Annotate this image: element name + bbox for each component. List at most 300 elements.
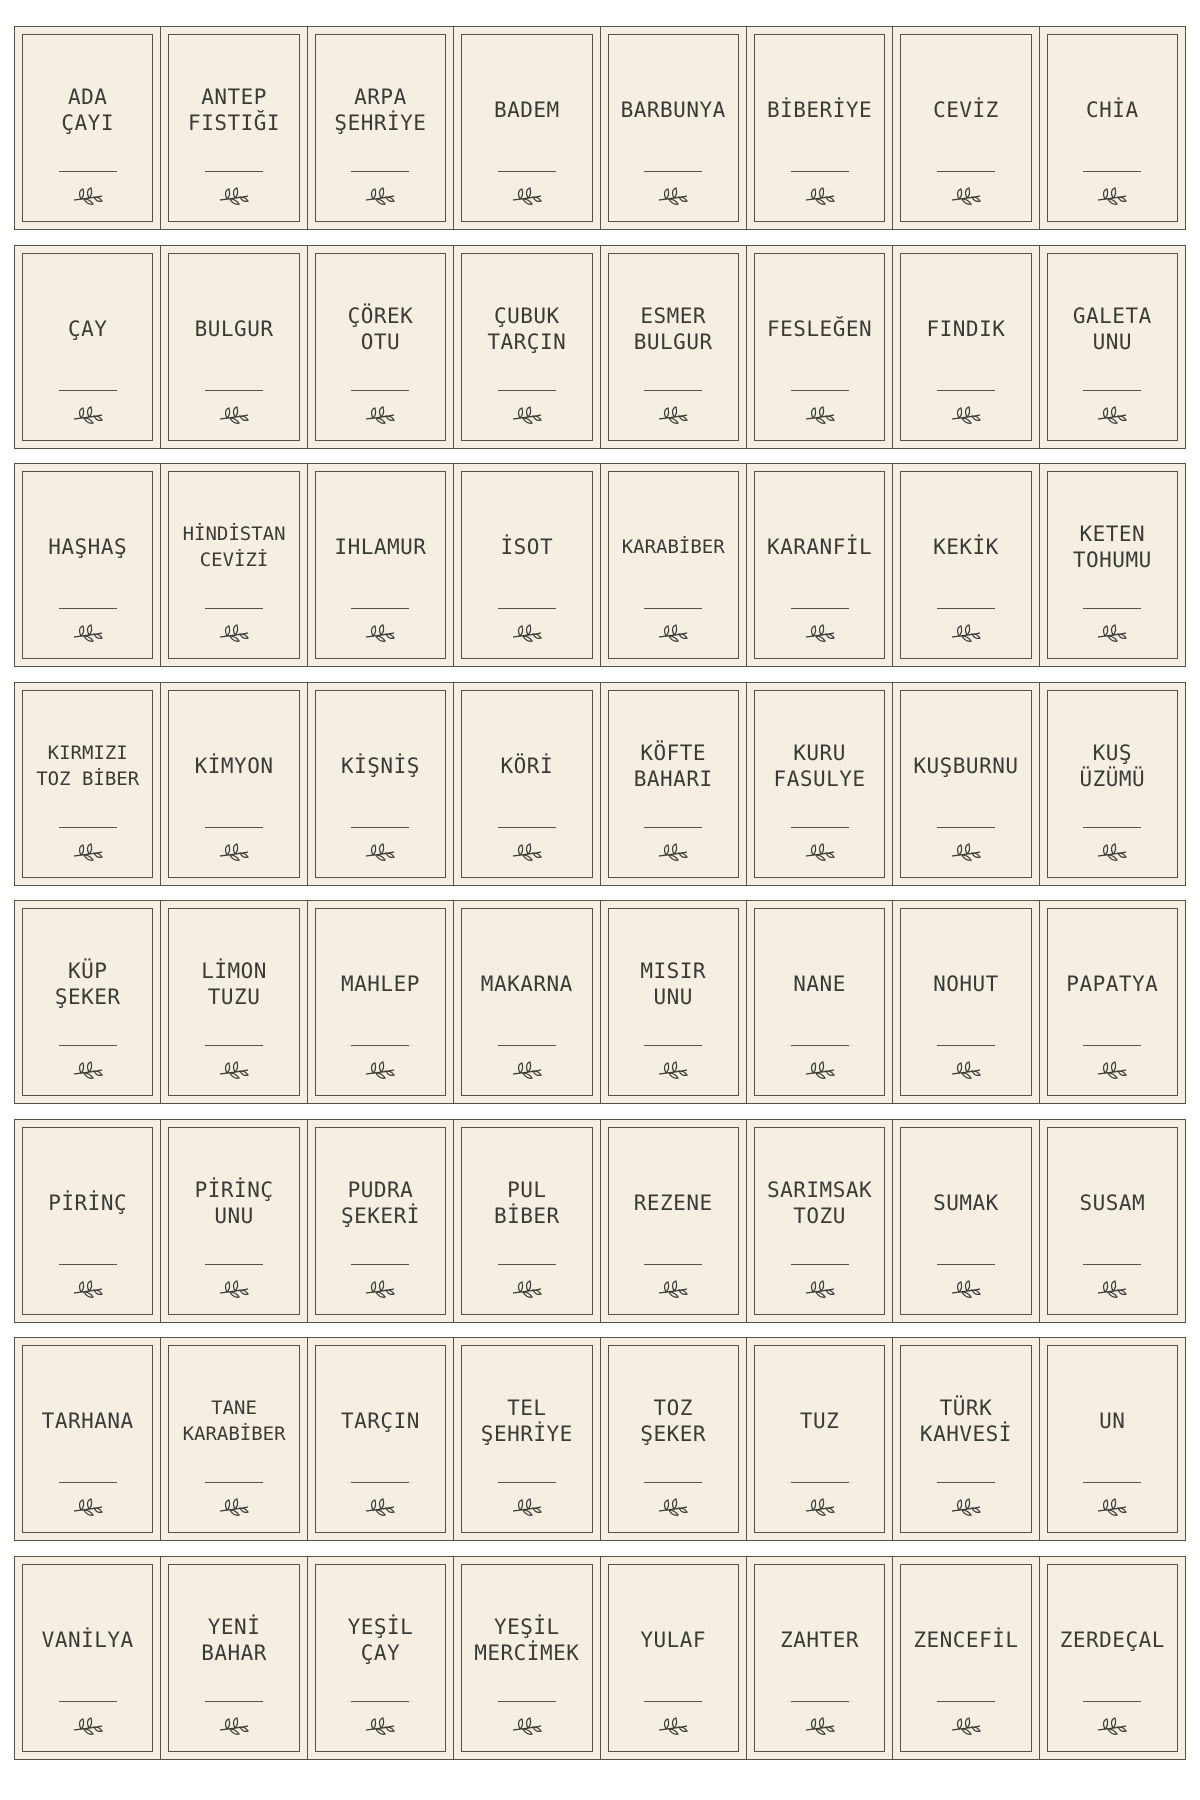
label-text: TANE KARABİBER xyxy=(182,1397,286,1445)
label-text: PUL BİBER xyxy=(493,1177,560,1228)
leaf-sprig-icon xyxy=(364,1498,396,1518)
label-underline xyxy=(937,1264,995,1265)
label-text: UN xyxy=(1099,1409,1126,1433)
label-frame xyxy=(608,908,739,1096)
spice-label xyxy=(454,1557,600,1759)
label-underline xyxy=(351,1482,409,1483)
leaf-sprig-icon xyxy=(950,1061,982,1081)
spice-label xyxy=(308,1120,454,1322)
label-underline xyxy=(205,390,263,391)
spice-label xyxy=(747,1557,893,1759)
label-underline xyxy=(205,1701,263,1702)
label-underline xyxy=(644,171,702,172)
leaf-sprig-icon xyxy=(950,624,982,644)
leaf-sprig-icon xyxy=(364,624,396,644)
label-frame xyxy=(754,1127,885,1315)
label-frame xyxy=(1047,253,1178,441)
label-frame xyxy=(315,908,446,1096)
label-underline xyxy=(351,827,409,828)
label-underline xyxy=(791,390,849,391)
label-text: ZERDEÇAL xyxy=(1059,1627,1165,1652)
spice-label xyxy=(308,1557,454,1759)
leaf-sprig-icon xyxy=(511,1280,543,1300)
label-text: REZENE xyxy=(633,1190,713,1215)
label-text: SUMAK xyxy=(933,1190,999,1215)
label-underline xyxy=(498,1482,556,1483)
label-text: HAŞHAŞ xyxy=(48,535,128,559)
label-underline xyxy=(791,1701,849,1702)
label-underline xyxy=(205,1482,263,1483)
label-text: PİRİNÇ UNU xyxy=(194,1177,274,1228)
spice-label xyxy=(161,683,307,885)
leaf-sprig-icon xyxy=(950,1498,982,1518)
label-text: ZENCEFİL xyxy=(913,1627,1019,1652)
label-frame xyxy=(900,1564,1031,1752)
label-frame xyxy=(754,34,885,222)
leaf-sprig-icon xyxy=(657,1061,689,1081)
label-frame xyxy=(900,1127,1031,1315)
label-text: BARBUNYA xyxy=(620,98,726,122)
label-text: KÖFTE BAHARI xyxy=(633,740,713,791)
label-underline xyxy=(1083,171,1141,172)
label-text: KARANFİL xyxy=(766,535,873,559)
label-frame xyxy=(22,1127,153,1315)
label-text: TOZ ŞEKER xyxy=(640,1396,707,1446)
spice-label xyxy=(1040,246,1185,448)
spice-label xyxy=(893,464,1039,666)
label-text: KÖRİ xyxy=(500,753,554,778)
label-frame xyxy=(608,1345,739,1533)
label-frame xyxy=(315,471,446,659)
spice-label xyxy=(1040,1557,1185,1759)
label-text: ARPA ŞEHRİYE xyxy=(334,85,427,135)
leaf-sprig-icon xyxy=(804,624,836,644)
label-text: ÇÖREK OTU xyxy=(347,303,414,354)
label-text: KURU FASULYE xyxy=(773,740,866,791)
label-text: TUZ xyxy=(799,1409,840,1433)
leaf-sprig-icon xyxy=(1096,1061,1128,1081)
label-text: HİNDİSTAN CEVİZİ xyxy=(182,523,286,571)
leaf-sprig-icon xyxy=(657,406,689,426)
leaf-sprig-icon xyxy=(364,1280,396,1300)
spice-label xyxy=(601,1338,747,1540)
spice-label xyxy=(1040,1120,1185,1322)
label-underline xyxy=(644,1264,702,1265)
leaf-sprig-icon xyxy=(804,1280,836,1300)
label-frame xyxy=(900,253,1031,441)
label-frame xyxy=(900,908,1031,1096)
spice-label xyxy=(601,246,747,448)
label-underline xyxy=(205,171,263,172)
spice-label xyxy=(747,901,893,1103)
label-underline xyxy=(351,608,409,609)
label-frame xyxy=(1047,34,1178,222)
label-underline xyxy=(59,608,117,609)
spice-label xyxy=(15,246,161,448)
spice-label xyxy=(161,246,307,448)
spice-label xyxy=(601,1557,747,1759)
label-underline xyxy=(1083,827,1141,828)
label-underline xyxy=(644,390,702,391)
leaf-sprig-icon xyxy=(511,406,543,426)
leaf-sprig-icon xyxy=(364,1717,396,1737)
leaf-sprig-icon xyxy=(950,187,982,207)
label-frame xyxy=(461,1564,592,1752)
label-frame xyxy=(168,690,299,878)
leaf-sprig-icon xyxy=(804,187,836,207)
label-underline xyxy=(59,1264,117,1265)
leaf-sprig-icon xyxy=(950,843,982,863)
leaf-sprig-icon xyxy=(657,843,689,863)
label-text: GALETA UNU xyxy=(1072,303,1152,354)
label-frame xyxy=(1047,1127,1178,1315)
label-frame xyxy=(608,690,739,878)
label-frame xyxy=(754,1564,885,1752)
label-frame xyxy=(22,471,153,659)
label-frame xyxy=(608,34,739,222)
leaf-sprig-icon xyxy=(804,843,836,863)
label-frame xyxy=(22,253,153,441)
label-text: YULAF xyxy=(640,1627,707,1652)
label-underline xyxy=(1083,390,1141,391)
label-text: TEL ŞEHRİYE xyxy=(480,1396,573,1446)
label-underline xyxy=(351,171,409,172)
label-underline xyxy=(498,1701,556,1702)
leaf-sprig-icon xyxy=(657,1280,689,1300)
label-text: KÜP ŞEKER xyxy=(54,959,121,1009)
label-text: LİMON TUZU xyxy=(201,959,267,1009)
leaf-sprig-icon xyxy=(657,624,689,644)
label-underline xyxy=(791,608,849,609)
label-frame xyxy=(1047,471,1178,659)
spice-label xyxy=(161,464,307,666)
spice-label xyxy=(308,246,454,448)
label-frame xyxy=(22,1564,153,1752)
spice-label xyxy=(1040,901,1185,1103)
label-underline xyxy=(791,1045,849,1046)
spice-label xyxy=(15,464,161,666)
leaf-sprig-icon xyxy=(804,406,836,426)
spice-label xyxy=(161,1338,307,1540)
label-frame xyxy=(315,690,446,878)
spice-label xyxy=(161,27,307,229)
leaf-sprig-icon xyxy=(1096,187,1128,207)
spice-label xyxy=(893,1557,1039,1759)
label-underline xyxy=(59,1701,117,1702)
spice-label xyxy=(454,1338,600,1540)
leaf-sprig-icon xyxy=(1096,624,1128,644)
label-text: KUŞBURNU xyxy=(913,753,1019,778)
leaf-sprig-icon xyxy=(218,1061,250,1081)
label-frame xyxy=(900,34,1031,222)
label-underline xyxy=(205,1045,263,1046)
label-underline xyxy=(498,171,556,172)
spice-label xyxy=(454,683,600,885)
label-frame xyxy=(900,690,1031,878)
label-row xyxy=(14,1337,1186,1541)
label-text: YENİ BAHAR xyxy=(201,1614,267,1665)
leaf-sprig-icon xyxy=(1096,1280,1128,1300)
label-text: YEŞİL ÇAY xyxy=(347,1614,414,1665)
label-frame xyxy=(168,253,299,441)
label-frame xyxy=(461,908,592,1096)
label-underline xyxy=(59,1482,117,1483)
spice-label xyxy=(601,27,747,229)
label-frame xyxy=(461,1127,592,1315)
label-row xyxy=(14,26,1186,230)
label-frame xyxy=(754,253,885,441)
label-text: KUŞ ÜZÜMÜ xyxy=(1079,740,1146,791)
label-underline xyxy=(351,1045,409,1046)
label-frame xyxy=(168,1345,299,1533)
label-underline xyxy=(1083,1482,1141,1483)
leaf-sprig-icon xyxy=(364,843,396,863)
label-text: SUSAM xyxy=(1079,1190,1146,1215)
label-text: KİŞNİŞ xyxy=(341,753,420,778)
label-text: ÇAY xyxy=(67,316,108,341)
label-frame xyxy=(1047,908,1178,1096)
spice-label xyxy=(747,464,893,666)
label-row xyxy=(14,1556,1186,1760)
leaf-sprig-icon xyxy=(657,1498,689,1518)
label-text: TARÇIN xyxy=(341,1409,420,1433)
spice-label xyxy=(893,683,1039,885)
leaf-sprig-icon xyxy=(72,1061,104,1081)
leaf-sprig-icon xyxy=(950,1280,982,1300)
label-text: NANE xyxy=(793,972,846,996)
spice-label xyxy=(15,901,161,1103)
label-frame xyxy=(608,1127,739,1315)
spice-label xyxy=(308,464,454,666)
leaf-sprig-icon xyxy=(218,406,250,426)
label-underline xyxy=(937,1045,995,1046)
label-underline xyxy=(937,1701,995,1702)
label-row xyxy=(14,1119,1186,1323)
label-frame xyxy=(315,34,446,222)
leaf-sprig-icon xyxy=(950,406,982,426)
spice-label xyxy=(747,246,893,448)
leaf-sprig-icon xyxy=(511,843,543,863)
label-frame xyxy=(22,34,153,222)
leaf-sprig-icon xyxy=(218,1717,250,1737)
spice-label xyxy=(454,901,600,1103)
label-text: KEKİK xyxy=(933,535,999,559)
spice-label xyxy=(161,901,307,1103)
label-text: TÜRK KAHVESİ xyxy=(919,1396,1012,1446)
label-text: CHİA xyxy=(1086,98,1139,122)
label-text: ÇUBUK TARÇIN xyxy=(487,303,567,354)
leaf-sprig-icon xyxy=(72,406,104,426)
label-frame xyxy=(900,1345,1031,1533)
label-text: MISIR UNU xyxy=(640,959,707,1009)
label-frame xyxy=(22,908,153,1096)
label-text: BİBERİYE xyxy=(766,98,873,122)
label-text: KIRMIZI TOZ BİBER xyxy=(36,741,140,790)
spice-label xyxy=(161,1120,307,1322)
spice-label xyxy=(308,683,454,885)
label-text: YEŞİL MERCİMEK xyxy=(474,1614,580,1665)
label-text: PUDRA ŞEKERİ xyxy=(341,1177,420,1228)
label-underline xyxy=(351,1264,409,1265)
spice-label xyxy=(747,683,893,885)
spice-label xyxy=(15,683,161,885)
label-frame xyxy=(168,1127,299,1315)
label-underline xyxy=(791,827,849,828)
label-text: KİMYON xyxy=(194,753,274,778)
label-frame xyxy=(168,908,299,1096)
spice-label xyxy=(308,27,454,229)
label-underline xyxy=(644,827,702,828)
spice-label xyxy=(1040,683,1185,885)
label-text: CEVİZ xyxy=(933,98,999,122)
label-text: MAHLEP xyxy=(341,972,420,996)
label-frame xyxy=(754,1345,885,1533)
label-text: VANİLYA xyxy=(41,1627,134,1652)
spice-label xyxy=(15,1338,161,1540)
leaf-sprig-icon xyxy=(218,1280,250,1300)
leaf-sprig-icon xyxy=(804,1061,836,1081)
label-underline xyxy=(498,1045,556,1046)
leaf-sprig-icon xyxy=(511,187,543,207)
label-underline xyxy=(644,1701,702,1702)
leaf-sprig-icon xyxy=(1096,1717,1128,1737)
spice-label xyxy=(601,683,747,885)
label-frame xyxy=(608,1564,739,1752)
label-text: IHLAMUR xyxy=(334,535,427,559)
label-frame xyxy=(461,690,592,878)
spice-label xyxy=(747,1338,893,1540)
label-text: İSOT xyxy=(500,535,554,559)
label-underline xyxy=(205,608,263,609)
label-underline xyxy=(351,1701,409,1702)
label-underline xyxy=(791,1264,849,1265)
label-frame xyxy=(22,690,153,878)
leaf-sprig-icon xyxy=(72,187,104,207)
label-row xyxy=(14,245,1186,449)
label-frame xyxy=(461,1345,592,1533)
label-frame xyxy=(754,908,885,1096)
leaf-sprig-icon xyxy=(72,624,104,644)
label-text: KETEN TOHUMU xyxy=(1072,522,1152,572)
label-text: BULGUR xyxy=(194,316,274,341)
label-frame xyxy=(168,34,299,222)
label-text: FINDIK xyxy=(926,316,1006,341)
leaf-sprig-icon xyxy=(1096,406,1128,426)
spice-label xyxy=(1040,27,1185,229)
spice-label xyxy=(161,1557,307,1759)
leaf-sprig-icon xyxy=(72,843,104,863)
label-underline xyxy=(205,827,263,828)
label-text: NOHUT xyxy=(933,972,999,996)
label-underline xyxy=(59,171,117,172)
spice-label xyxy=(1040,1338,1185,1540)
label-frame xyxy=(315,253,446,441)
label-underline xyxy=(1083,608,1141,609)
leaf-sprig-icon xyxy=(511,1061,543,1081)
spice-label xyxy=(1040,464,1185,666)
label-text: MAKARNA xyxy=(480,972,573,996)
label-text: KARABİBER xyxy=(621,536,725,558)
spice-label xyxy=(601,1120,747,1322)
label-underline xyxy=(791,1482,849,1483)
label-text: ADA ÇAYI xyxy=(61,85,114,135)
label-frame xyxy=(315,1564,446,1752)
leaf-sprig-icon xyxy=(804,1498,836,1518)
label-underline xyxy=(351,390,409,391)
spice-label xyxy=(747,1120,893,1322)
label-text: TARHANA xyxy=(41,1409,134,1433)
spice-label xyxy=(308,901,454,1103)
label-underline xyxy=(498,827,556,828)
spice-label xyxy=(747,27,893,229)
label-underline xyxy=(59,390,117,391)
label-underline xyxy=(644,608,702,609)
spice-label xyxy=(601,464,747,666)
label-frame xyxy=(461,253,592,441)
label-text: PİRİNÇ xyxy=(48,1190,128,1215)
spice-label xyxy=(454,1120,600,1322)
spice-label xyxy=(893,901,1039,1103)
label-frame xyxy=(22,1345,153,1533)
label-underline xyxy=(791,171,849,172)
leaf-sprig-icon xyxy=(218,624,250,644)
leaf-sprig-icon xyxy=(511,1498,543,1518)
leaf-sprig-icon xyxy=(72,1280,104,1300)
leaf-sprig-icon xyxy=(511,1717,543,1737)
spice-label xyxy=(454,464,600,666)
leaf-sprig-icon xyxy=(804,1717,836,1737)
label-underline xyxy=(59,827,117,828)
label-text: ANTEP FISTIĞI xyxy=(188,85,281,135)
label-underline xyxy=(1083,1045,1141,1046)
label-frame xyxy=(608,253,739,441)
label-frame xyxy=(900,471,1031,659)
spice-label xyxy=(893,1338,1039,1540)
label-frame xyxy=(608,471,739,659)
label-text: SARIMSAK TOZU xyxy=(766,1177,873,1228)
label-underline xyxy=(937,1482,995,1483)
leaf-sprig-icon xyxy=(218,843,250,863)
label-underline xyxy=(937,827,995,828)
label-frame xyxy=(754,690,885,878)
label-frame xyxy=(1047,1564,1178,1752)
label-underline xyxy=(1083,1264,1141,1265)
label-frame xyxy=(168,471,299,659)
label-frame xyxy=(1047,1345,1178,1533)
leaf-sprig-icon xyxy=(1096,843,1128,863)
label-underline xyxy=(937,608,995,609)
label-text: ESMER BULGUR xyxy=(633,303,713,354)
leaf-sprig-icon xyxy=(657,187,689,207)
label-frame xyxy=(461,471,592,659)
leaf-sprig-icon xyxy=(364,406,396,426)
label-underline xyxy=(1083,1701,1141,1702)
label-underline xyxy=(937,171,995,172)
label-text: BADEM xyxy=(493,98,560,122)
label-frame xyxy=(315,1127,446,1315)
leaf-sprig-icon xyxy=(218,187,250,207)
leaf-sprig-icon xyxy=(950,1717,982,1737)
spice-label xyxy=(454,27,600,229)
spice-label xyxy=(15,27,161,229)
label-underline xyxy=(644,1482,702,1483)
label-row xyxy=(14,900,1186,1104)
label-frame xyxy=(1047,690,1178,878)
leaf-sprig-icon xyxy=(72,1498,104,1518)
label-row xyxy=(14,463,1186,667)
leaf-sprig-icon xyxy=(218,1498,250,1518)
label-underline xyxy=(937,390,995,391)
